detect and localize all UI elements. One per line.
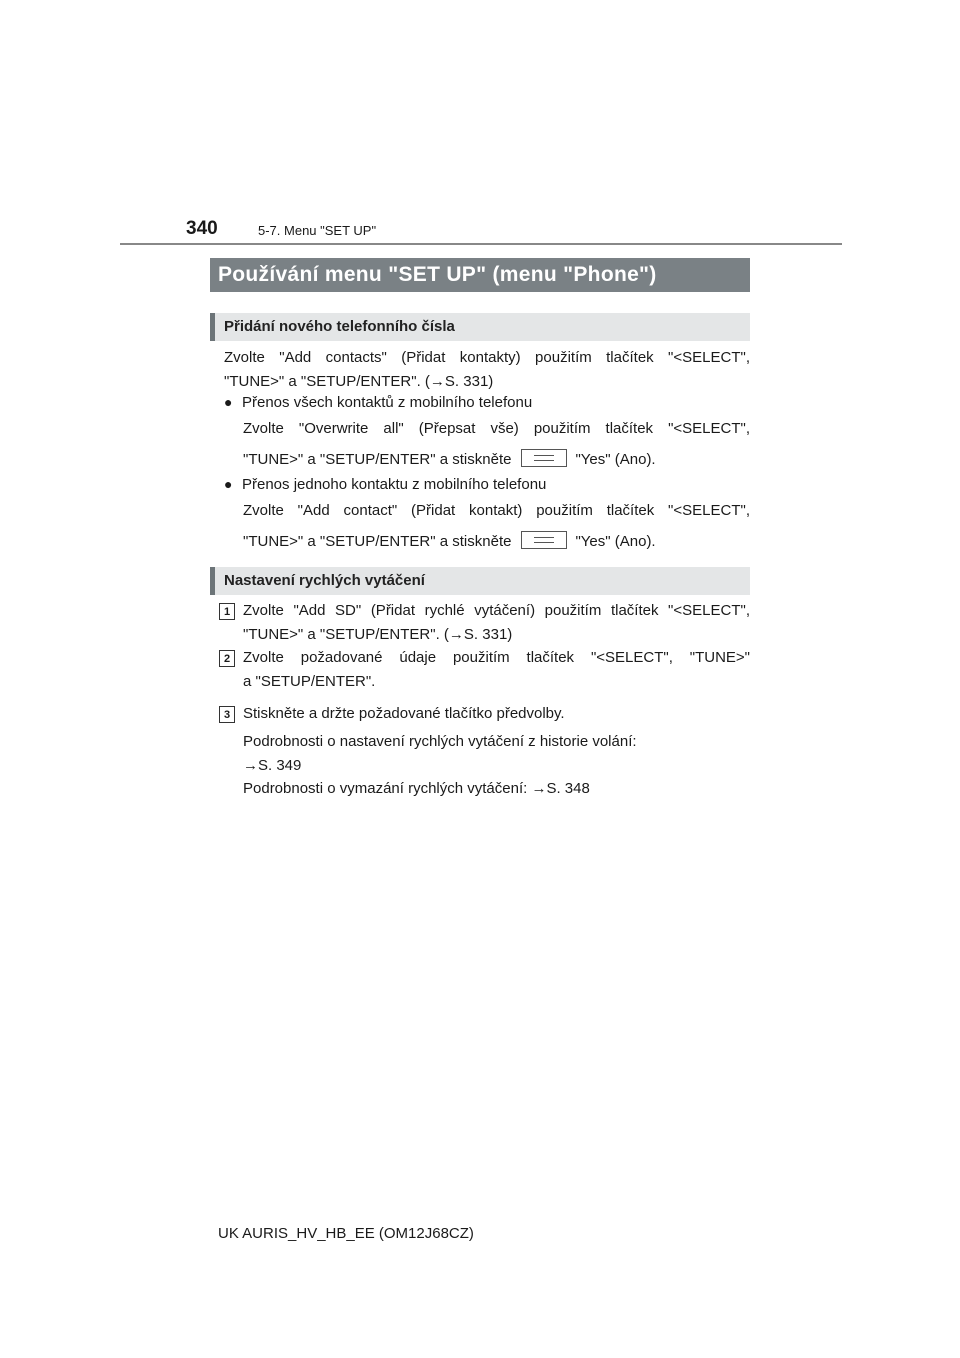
- bullet2-line-1: Zvolte "Add contact" (Přidat kontakt) použitím tlačítek "<SELECT",: [243, 502, 750, 519]
- bullet-label: Přenos všech kontaktů z mobilního telefonu: [242, 394, 533, 411]
- page-number: 340: [186, 218, 218, 239]
- header-divider: [120, 243, 842, 245]
- step-number-1: 1: [219, 603, 235, 620]
- control-button-icon: [521, 449, 567, 467]
- note-delete-line: Podrobnosti o vymazání rychlých vytáčení: →S. 348: [243, 780, 590, 797]
- bullet1-line-2-start: "TUNE>" a "SETUP/ENTER" a stiskněte: [243, 451, 512, 468]
- note-history-line-1: Podrobnosti o nastavení rychlých vytáčení z historie volání:: [243, 733, 637, 750]
- step-3-line-1: Stiskněte a držte požadované tlačítko předvolby.: [243, 705, 565, 722]
- bullet1-line-2-end: "Yes" (Ano).: [575, 451, 656, 468]
- step-number-3: 3: [219, 706, 235, 723]
- bullet-text-transfer-all: [243, 417, 750, 441]
- bullet-item-transfer-one: [224, 472, 546, 497]
- bullet1-line-1: Zvolte "Overwrite all" (Přepsat vše) použitím tlačítek "<SELECT",: [243, 420, 750, 437]
- step-2-text: [243, 646, 750, 694]
- step-number-2: 2: [219, 650, 235, 667]
- intro-paragraph: [224, 346, 750, 394]
- bullet2-line-2-start: "TUNE>" a "SETUP/ENTER" a stiskněte: [243, 533, 512, 550]
- bullet-icon: ●: [224, 476, 233, 492]
- section-heading-speed-dial: Nastavení rychlých vytáčení: [210, 567, 750, 595]
- bullet-icon: ●: [224, 394, 233, 410]
- step-1-line-2: "TUNE>" a "SETUP/ENTER". (→S. 331): [243, 626, 513, 643]
- section-heading-add-number: Přidání nového telefonního čísla: [210, 313, 750, 341]
- bullet1-line-2: [243, 448, 656, 472]
- intro-line-2: "TUNE>" a "SETUP/ENTER". (→S. 331): [224, 373, 494, 390]
- step-2-line-2: a "SETUP/ENTER".: [243, 673, 376, 690]
- step-3-text: [243, 702, 750, 726]
- bullet-label: Přenos jednoho kontaktu z mobilního telefonu: [242, 476, 547, 493]
- note-history-line-2: →S. 349: [243, 757, 302, 774]
- bullet2-line-2: [243, 530, 656, 554]
- note-delete: [243, 777, 750, 801]
- intro-line-1: Zvolte "Add contacts" (Přidat kontakty) použitím tlačítek "<SELECT",: [224, 349, 750, 366]
- bullet-item-transfer-all: [224, 390, 532, 415]
- step-2-line-1: Zvolte požadované údaje použitím tlačítek "<SELECT", "TUNE>": [243, 649, 750, 666]
- note-history: [243, 730, 750, 778]
- footer-model-code: UK AURIS_HV_HB_EE (OM12J68CZ): [218, 1225, 474, 1242]
- step-1-line-1: Zvolte "Add SD" (Přidat rychlé vytáčení) použitím tlačítek "<SELECT",: [243, 602, 750, 619]
- bullet-text-transfer-one: [243, 499, 750, 523]
- section-reference: 5-7. Menu "SET UP": [258, 223, 377, 238]
- control-button-icon: [521, 531, 567, 549]
- step-1-text: [243, 599, 750, 647]
- page-title: Používání menu "SET UP" (menu "Phone"): [210, 258, 750, 292]
- bullet2-line-2-end: "Yes" (Ano).: [575, 533, 656, 550]
